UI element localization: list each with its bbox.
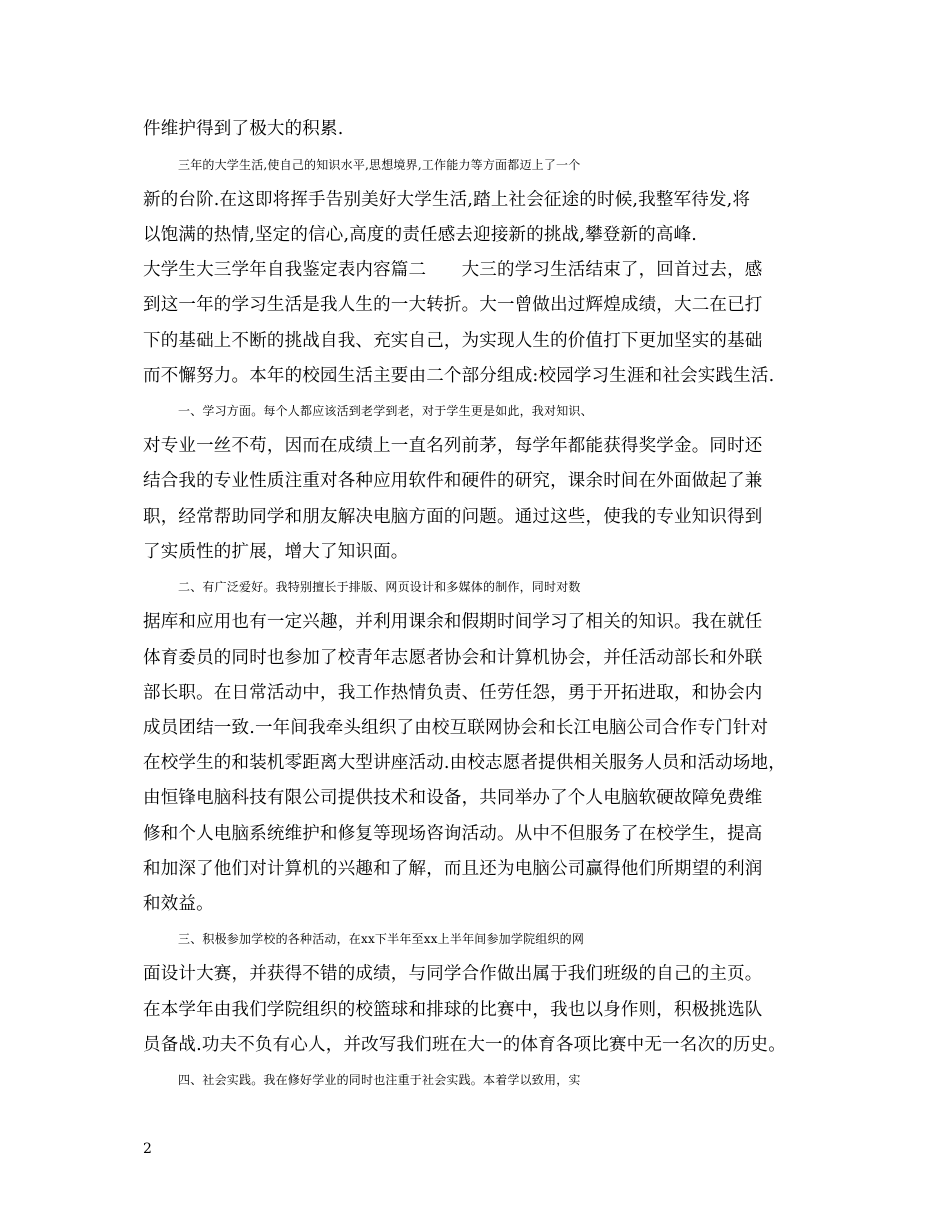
- text-line: 据库和应用也有一定兴趣，并利用课余和假期时间学习了相关的知识。我在就任: [143, 612, 763, 632]
- text-line: 二、有广泛爱好。我特别擅长于排版、网页设计和多媒体的制作，同时对数: [178, 580, 581, 594]
- text-line: 三、积极参加学校的各种活动，在xx下半年至xx上半年间参加学院组织的网: [178, 932, 585, 946]
- text-line: 一、学习方面。每个人都应该活到老学到老，对于学生更是如此，我对知识、: [178, 404, 593, 418]
- text-line: 职，经常帮助同学和朋友解决电脑方面的问题。通过这些，使我的专业知识得到: [143, 507, 763, 527]
- text-line: 修和个人电脑系统维护和修复等现场咨询活动。从中不但服务了在校学生，提高: [143, 824, 763, 844]
- text-line: 大学生大三学年自我鉴定表内容篇二 大三的学习生活结束了，回首过去，感: [143, 260, 763, 280]
- page-number: 2: [143, 1141, 152, 1157]
- text-line: 到这一年的学习生活是我人生的一大转折。大一曾做出过辉煌成绩，大二在已打: [143, 295, 763, 315]
- text-line: 体育委员的同时也参加了校青年志愿者协会和计算机协会，并任活动部长和外联: [143, 648, 763, 668]
- text-line: 对专业一丝不苟，因而在成绩上一直名列前茅，每学年都能获得奖学金。同时还: [143, 436, 763, 456]
- text-line: 和效益。: [143, 894, 214, 914]
- text-line: 部长职。在日常活动中，我工作热情负责、任劳任怨，勇于开拓进取，和协会内: [143, 683, 763, 703]
- text-line: 三年的大学生活,使自己的知识水平,思想境界,工作能力等方面都迈上了一个: [178, 158, 581, 172]
- text-line: 四、社会实践。我在修好学业的同时也注重于社会实践。本着学以致用，实: [178, 1073, 581, 1087]
- text-line: 以饱满的热情,坚定的信心,高度的责任感去迎接新的挑战,攀登新的高峰.: [143, 225, 698, 245]
- text-line: 件维护得到了极大的积累.: [143, 119, 344, 139]
- text-line: 新的台阶.在这即将挥手告别美好大学生活,踏上社会征途的时候,我整军待发,将: [143, 190, 751, 210]
- text-line: 结合我的专业性质注重对各种应用软件和硬件的研究，课余时间在外面做起了兼: [143, 471, 763, 491]
- text-line: 了实质性的扩展，增大了知识面。: [143, 542, 409, 562]
- text-line: 员备战.功夫不负有心人，并改写我们班在大一的体育各项比赛中无一名次的历史。: [143, 1035, 786, 1055]
- text-line: 成员团结一致.一年间我牵头组织了由校互联网协会和长江电脑公司合作专门针对: [143, 718, 769, 738]
- text-line: 而不懈努力。本年的校园生活主要由二个部分组成:校园学习生涯和社会实践生活.: [143, 366, 775, 386]
- text-line: 在校学生的和装机零距离大型讲座活动.由校志愿者提供相关服务人员和活动场地，: [143, 753, 786, 773]
- text-line: 在本学年由我们学院组织的校篮球和排球的比赛中，我也以身作则，积极挑选队: [143, 1000, 763, 1020]
- text-line: 下的基础上不断的挑战自我、充实自己，为实现人生的价值打下更加坚实的基础: [143, 331, 763, 351]
- text-line: 面设计大赛，并获得不错的成绩，与同学合作做出属于我们班级的自己的主页。: [143, 964, 763, 984]
- text-line: 和加深了他们对计算机的兴趣和了解，而且还为电脑公司赢得他们所期望的利润: [143, 859, 763, 879]
- text-line: 由恒锋电脑科技有限公司提供技术和设备，共同举办了个人电脑软硬故障免费维: [143, 788, 763, 808]
